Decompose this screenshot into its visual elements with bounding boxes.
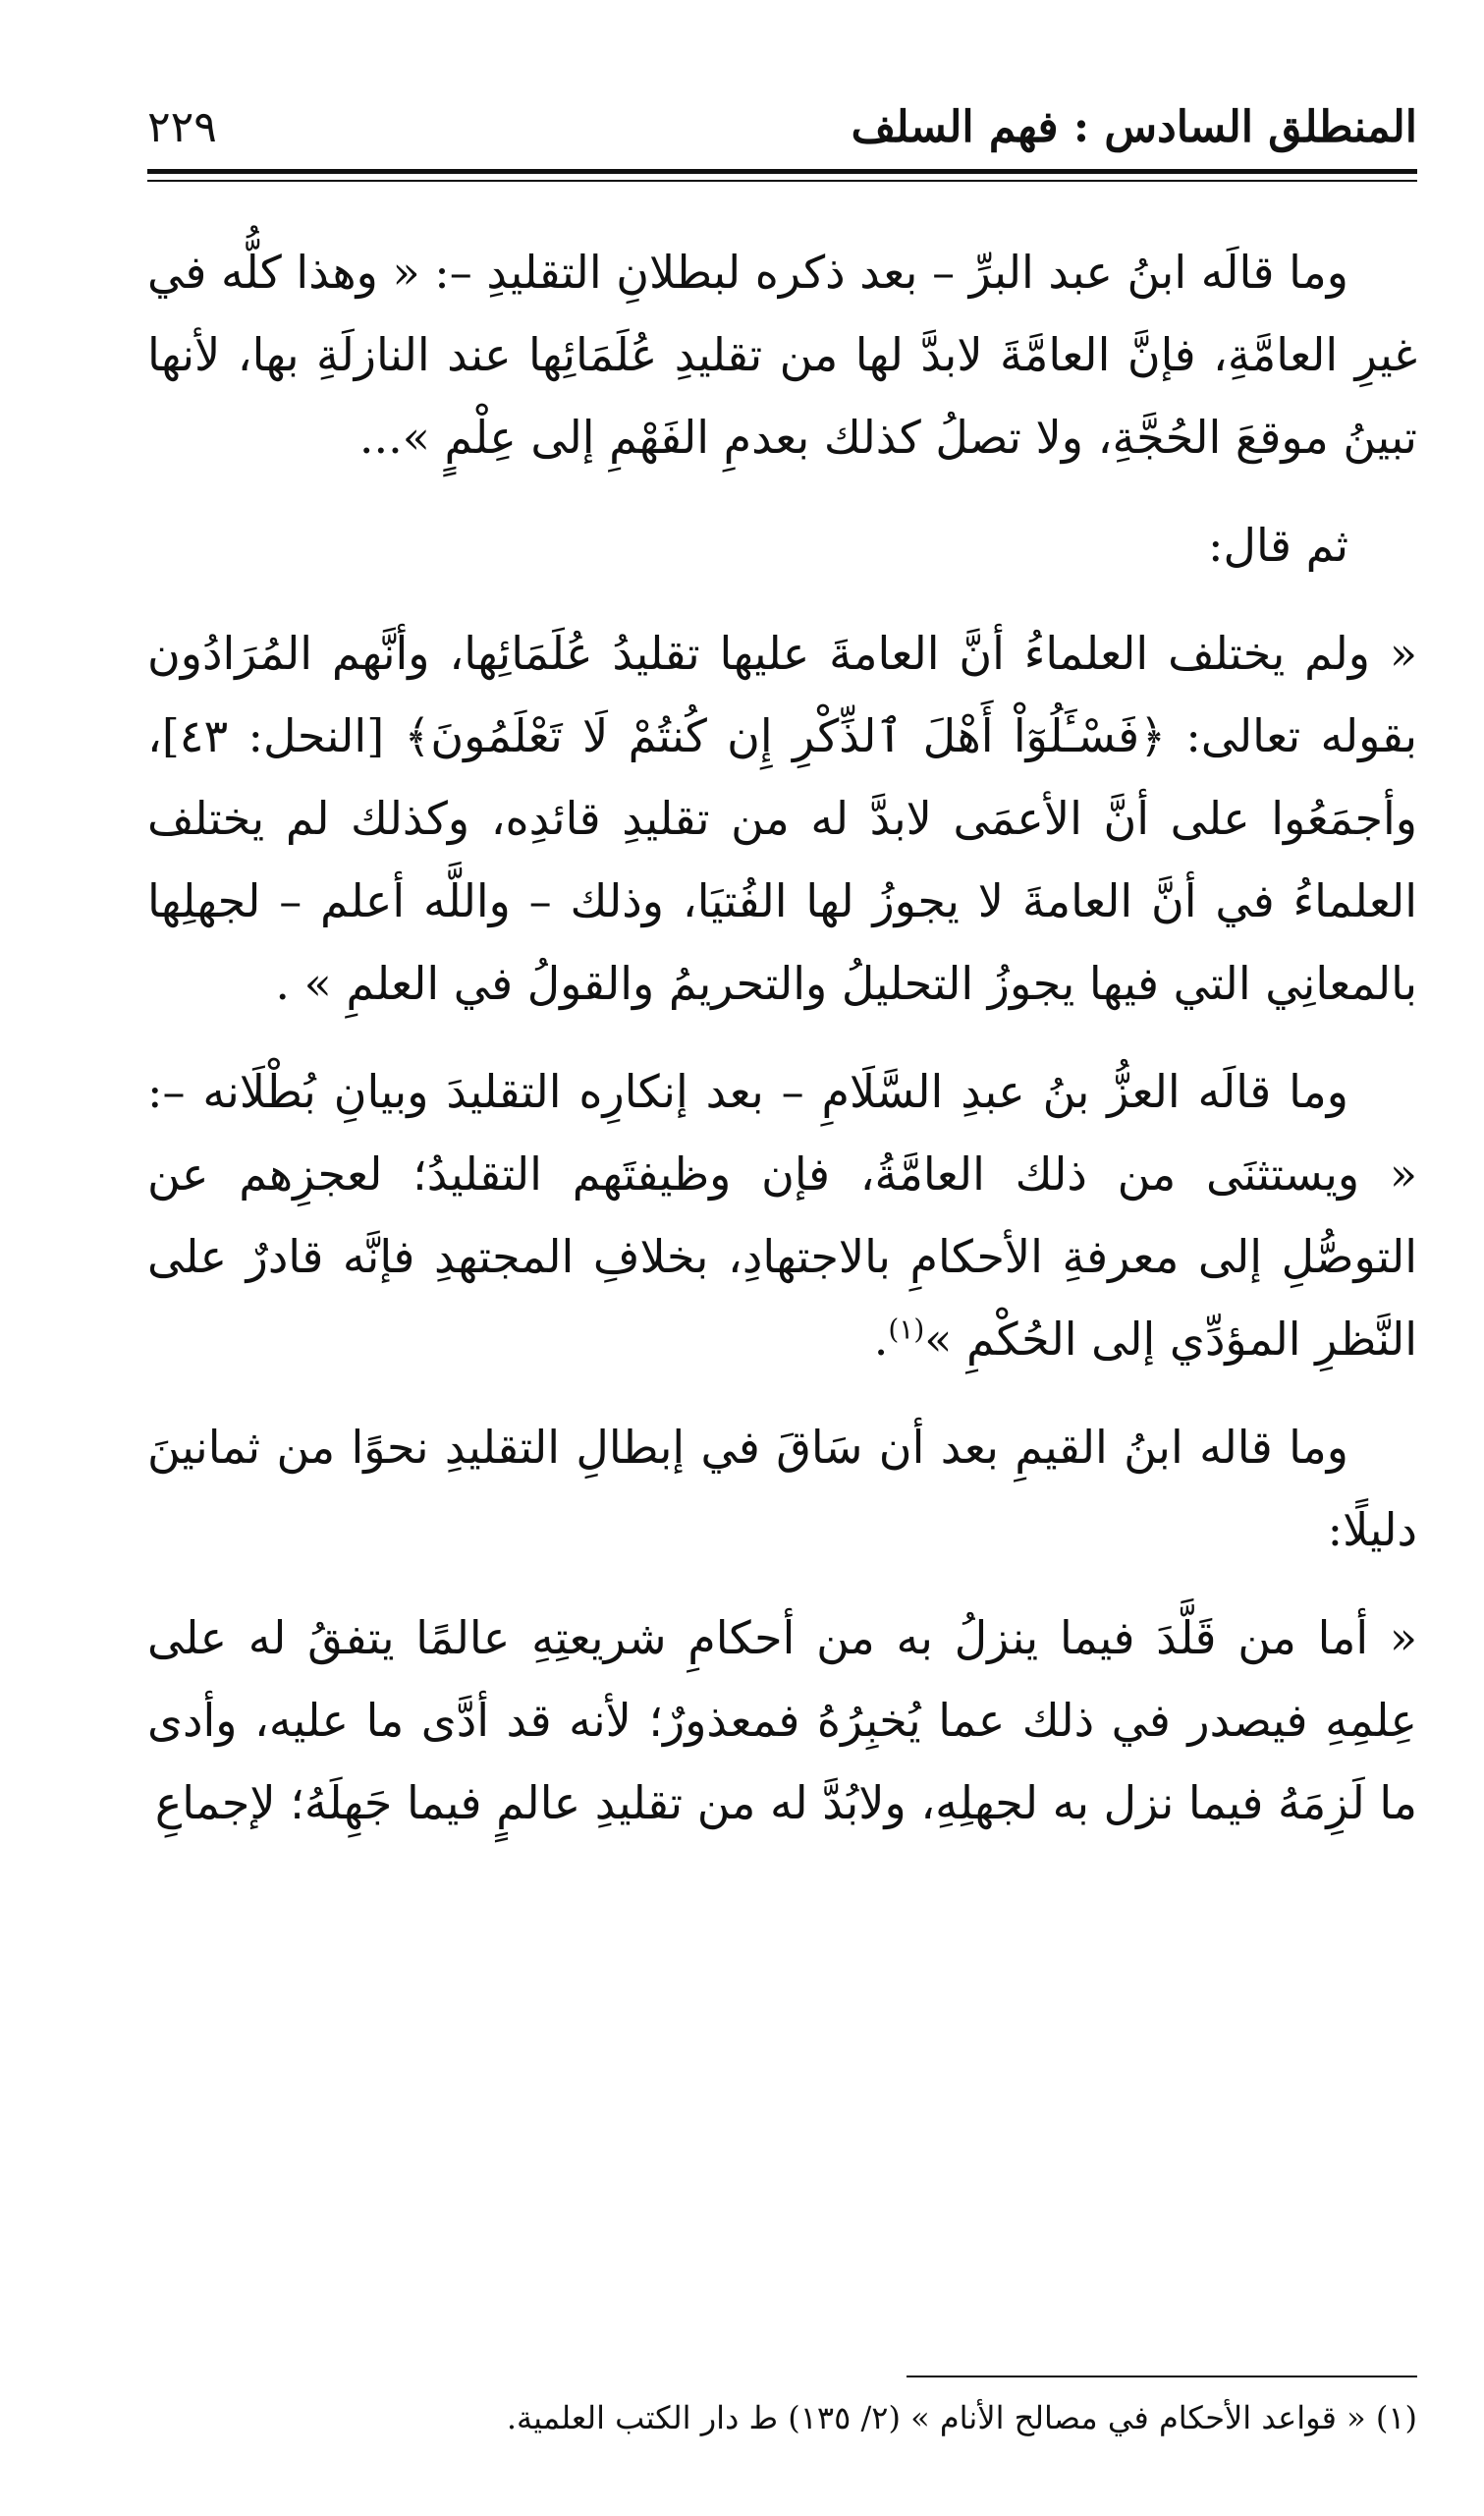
footnote-rule [907, 2376, 1417, 2377]
header-rule-thin [147, 180, 1417, 182]
paragraph-then-said: ثم قال: [1208, 519, 1348, 572]
paragraph-ibn-al-qayyim: وما قاله ابنُ القيمِ بعد أن سَاقَ في إبطالِ التقليدِ نحوًا من ثمانينَ دليلًا: [147, 1421, 1417, 1556]
paragraph-izz-end: . [873, 1313, 889, 1366]
footnote-text: (١) « قواعد الأحكام في مصالح الأنام » (٢/ ١٣٥) ط دار الكتب العلمية. [506, 2399, 1417, 2436]
paragraph-ibn-abd-al-barr: وما قالَه ابنُ عبد البرِّ – بعد ذكره لبطلانِ التقليدِ –: « وهذا كلُّه في غيرِ العامَّةِ، فإنَّ العامَّةَ لابدَّ لها من تقليدِ عُلَمَائِها عند النازلَةِ بها، لأنها تبينُ موقعَ الحُجَّةِ، ولا تصلُ كذلك بعدمِ الفَهْمِ إلى عِلْمٍ »... [147, 246, 1417, 464]
paragraph-izz-text: وما قالَه العزُّ بنُ عبدِ السَّلَامِ – بعد إنكارِه التقليدَ وبيانِ بُطْلَانه –: « ويستثنَى من ذلك العامَّةُ، فإن وظيفتَهم التقليدُ؛ لعجزِهم عن التوصُّلِ إلى معرفةِ الأحكامِ بالاجتهادِ، بخلافِ المجتهدِ فإنَّه قادرٌ على النَّظرِ المؤدِّي إلى الحُكْمِ » [147, 1065, 1417, 1366]
paragraph-quote-scholars: « ولم يختلف العلماءُ أنَّ العامةَ عليها تقليدُ عُلَمَائِها، وأنَّهم المُرَادُون بقوله تعالى: ﴿فَسْـَٔلُوٓاْ أَهْلَ ٱلذِّكْرِ إِن كُنتُمْ لَا تَعْلَمُونَ﴾ [النحل: ٤٣]، وأجمَعُوا على أنَّ الأعمَى لابدَّ له من تقليدِ قائدِه، وكذلك لم يختلف العلماءُ في أنَّ العامةَ لا يجوزُ لها الفُتيَا، وذلك – واللَّه أعلم – لجهلِها بالمعانِي التي فيها يجوزُ التحليلُ والتحريمُ والقولُ في العلمِ » . [147, 627, 1417, 1010]
paragraph-quote-taqlid: « أما من قَلَّدَ فيما ينزلُ به من أحكامِ شريعتِهِ عالمًا يتفقُ له على عِلمِهِ فيصدر في ذلك عما يُخبِرُهُ فمعذورٌ؛ لأنه قد أدَّى ما عليه، وأدى ما لَزِمَهُ فيما نزل به لجهلِهِ، ولابُدَّ له من تقليدِ عالمٍ فيما جَهِلَهُ؛ لإجماعِ [147, 1611, 1417, 1829]
running-title: المنطلق السادس : فهم السلف [851, 102, 1417, 152]
paragraph-izz-ibn-abd-al-salam [147, 1050, 1417, 1380]
page-number: ٢٢٩ [147, 102, 217, 152]
body-text [147, 231, 1417, 1870]
footnote-reference: (١) [888, 1313, 925, 1346]
page-header [147, 93, 1417, 162]
header-rule-thick [147, 169, 1417, 174]
